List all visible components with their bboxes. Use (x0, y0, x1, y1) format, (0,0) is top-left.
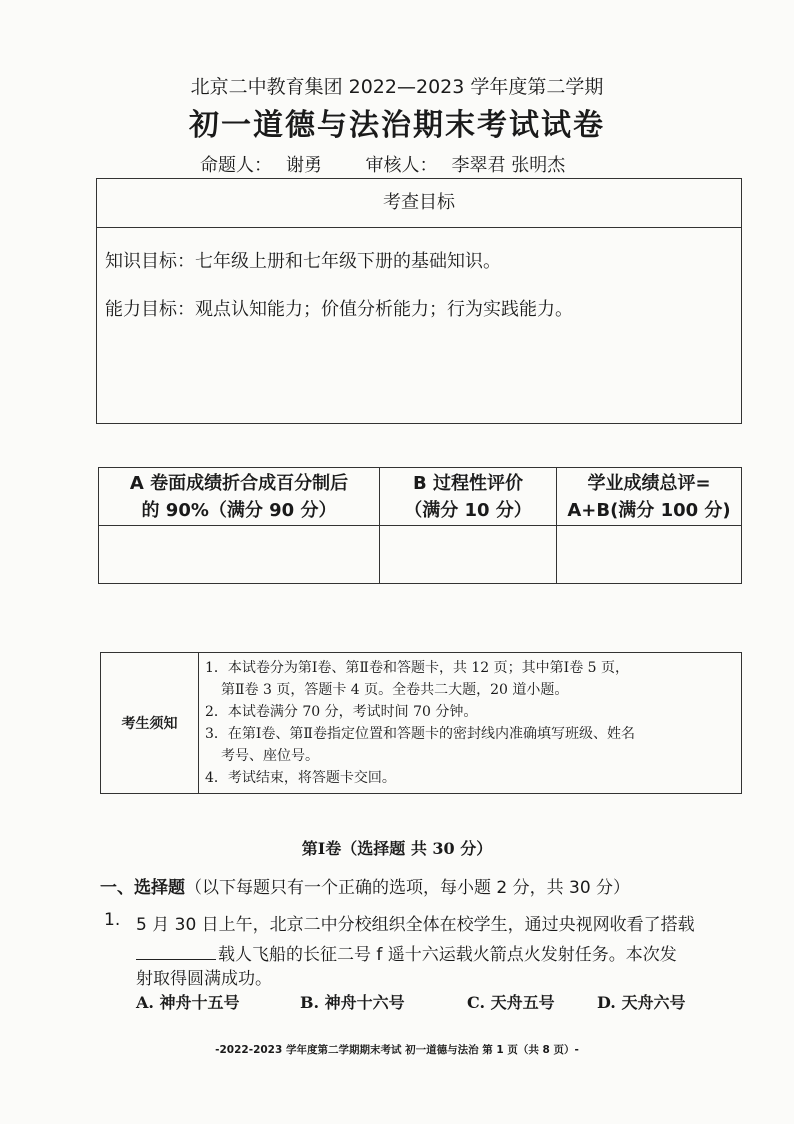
score-header-a-line2: 的 90%（满分 90 分） (141, 499, 337, 521)
score-header-a (99, 468, 380, 526)
score-cell-b[interactable] (380, 526, 557, 584)
option-d: D. 天舟六号 (597, 993, 686, 1012)
score-header-c (557, 468, 742, 526)
part-heading-note: （以下每题只有一个正确的选项，每小题 2 分，共 30 分） (185, 878, 631, 898)
question-stem-line2: 载人飞船的长征二号 f 遥十六运载火箭点火发射任务。本次发 (218, 945, 677, 965)
question-stem-line2-wrap (136, 940, 677, 965)
option-a: A. 神舟十五号 (136, 993, 240, 1012)
score-cell-c[interactable] (557, 526, 742, 584)
notice-label: 考生须知 (101, 653, 199, 794)
score-header-b-line2: （满分 10 分） (404, 499, 532, 521)
option-c: C. 天舟五号 (467, 993, 555, 1012)
notice-item-1: 1．本试卷分为第Ⅰ卷、第Ⅱ卷和答题卡，共 12 页；其中第Ⅰ卷 5 页， (205, 660, 630, 676)
notice-table (100, 652, 742, 794)
score-table (98, 467, 742, 584)
question-stem-line1: 5 月 30 日上午，北京二中分校组织全体在校学生，通过央视网收看了搭载 (136, 915, 695, 935)
score-cell-a[interactable] (99, 526, 380, 584)
exam-title: 初一道德与法治期末考试试卷 (189, 108, 605, 143)
school-term-header: 北京二中教育集团 2022—2023 学年度第二学期 (190, 76, 604, 98)
objectives-box (96, 178, 742, 424)
page-footer: -2022-2023 学年度第二学期期末考试 初一道德与法治 第 1 页（共 8 页）- (215, 1044, 579, 1056)
notice-item-1-cont: 第Ⅱ卷 3 页，答题卡 4 页。全卷共二大题，20 道小题。 (221, 682, 569, 698)
setter-label: 命题人： (200, 155, 272, 176)
section-title: 第Ⅰ卷（选择题 共 30 分） (301, 839, 493, 858)
notice-item-3: 3．在第Ⅰ卷、第Ⅱ卷指定位置和答题卡的密封线内准确填写班级、姓名 (205, 726, 635, 742)
score-header-c-line2: A+B(满分 100 分) (567, 499, 731, 521)
notice-item-3-cont: 考号、座位号。 (221, 748, 319, 764)
answer-blank (136, 959, 216, 960)
question-stem-line3: 射取得圆满成功。 (136, 969, 272, 989)
part-heading-label: 一、选择题 (100, 878, 185, 898)
ability-objective: 能力目标：观点认知能力；价值分析能力；行为实践能力。 (105, 299, 573, 320)
objectives-heading: 考查目标 (97, 179, 741, 228)
reviewer-label: 审核人： (365, 155, 438, 176)
notice-item-2: 2．本试卷满分 70 分，考试时间 70 分钟。 (205, 704, 478, 720)
score-header-b (380, 468, 557, 526)
authors-line (200, 151, 579, 179)
reviewer-names: 李翠君 张明杰 (437, 151, 579, 179)
notice-item-4: 4．考试结束，将答题卡交回。 (205, 770, 396, 786)
score-header-b-line1: B 过程性评价 (413, 472, 523, 494)
knowledge-objective: 知识目标：七年级上册和七年级下册的基础知识。 (105, 251, 501, 272)
question-number: 1. (104, 910, 121, 930)
notice-body (199, 653, 742, 794)
score-header-a-line1: A 卷面成绩折合成百分制后 (129, 472, 349, 494)
part-heading (100, 873, 630, 898)
option-b: B. 神舟十六号 (300, 993, 405, 1012)
score-header-c-line1: 学业成绩总评= (587, 472, 711, 494)
setter-name: 谢勇 (272, 151, 336, 179)
